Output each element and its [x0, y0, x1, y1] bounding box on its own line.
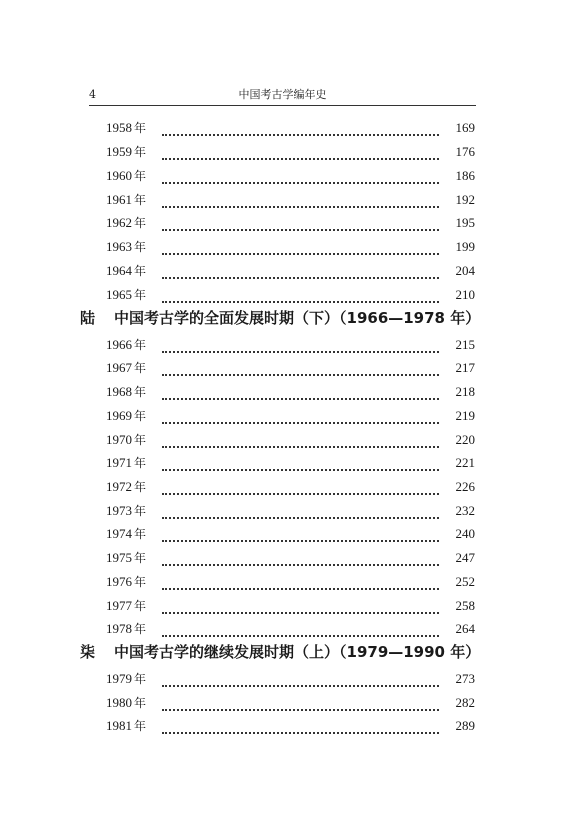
toc-entry-page: 169 — [455, 120, 475, 135]
toc-entry-page: 215 — [455, 337, 475, 352]
toc-entry-page: 176 — [455, 144, 475, 159]
toc-entry-page: 247 — [455, 550, 475, 565]
toc-entry-label: 1961 年 — [106, 192, 147, 207]
toc-entry-page: 204 — [455, 263, 475, 278]
toc-entry[interactable] — [106, 717, 475, 735]
toc-entry-page: 232 — [455, 503, 475, 518]
dot-leader — [162, 503, 439, 519]
toc-entry[interactable] — [106, 694, 475, 712]
toc-entry-page: 264 — [455, 621, 475, 636]
toc-entry[interactable] — [106, 525, 475, 543]
toc-entry[interactable] — [106, 214, 475, 232]
dot-leader — [162, 526, 439, 542]
dot-leader — [162, 360, 439, 376]
toc-entry-page: 199 — [455, 239, 475, 254]
toc-entry-label: 1978 年 — [106, 621, 147, 636]
toc-entry[interactable] — [106, 191, 475, 209]
dot-leader — [162, 144, 439, 160]
section-number: 陆 — [80, 309, 96, 327]
dot-leader — [162, 408, 439, 424]
toc-entry-label: 1975 年 — [106, 550, 147, 565]
dot-leader — [162, 287, 439, 303]
toc-entry-page: 226 — [455, 479, 475, 494]
toc-entry-label: 1962 年 — [106, 215, 147, 230]
dot-leader — [162, 192, 439, 208]
page-header — [89, 88, 476, 102]
toc-entry[interactable] — [106, 407, 475, 425]
section-heading-qi[interactable] — [80, 641, 480, 663]
toc-entry-page: 289 — [455, 718, 475, 733]
toc-entry-label: 1964 年 — [106, 263, 147, 278]
dot-leader — [162, 384, 439, 400]
toc-entry[interactable] — [106, 238, 475, 256]
dot-leader — [162, 671, 439, 687]
dot-leader — [162, 239, 439, 255]
toc-entry-label: 1974 年 — [106, 526, 147, 541]
toc-entry-page: 186 — [455, 168, 475, 183]
toc-entry-page: 240 — [455, 526, 475, 541]
toc-entry[interactable] — [106, 454, 475, 472]
toc-entry-page: 218 — [455, 384, 475, 399]
dot-leader — [162, 215, 439, 231]
toc-entry-page: 217 — [455, 360, 475, 375]
toc-entry-page: 220 — [455, 432, 475, 447]
toc-entry-page: 282 — [455, 695, 475, 710]
toc-entry-label: 1967 年 — [106, 360, 147, 375]
section-title: 中国考古学的继续发展时期（上）（1979—1990 年） — [114, 643, 481, 661]
section-heading-lu[interactable] — [80, 307, 480, 329]
dot-leader — [162, 574, 439, 590]
toc-entry-label: 1980 年 — [106, 695, 147, 710]
toc-entry[interactable] — [106, 119, 475, 137]
toc-entry[interactable] — [106, 336, 475, 354]
toc-entry-label: 1963 年 — [106, 239, 147, 254]
toc-entry[interactable] — [106, 597, 475, 615]
toc-entry-label: 1959 年 — [106, 144, 147, 159]
toc-entry[interactable] — [106, 262, 475, 280]
toc-entry-label: 1981 年 — [106, 718, 147, 733]
toc-entry-label: 1969 年 — [106, 408, 147, 423]
toc-entry-label: 1960 年 — [106, 168, 147, 183]
toc-entry[interactable] — [106, 383, 475, 401]
dot-leader — [162, 168, 439, 184]
section-title: 中国考古学的全面发展时期（下）（1966—1978 年） — [114, 309, 481, 327]
toc-entry-page: 252 — [455, 574, 475, 589]
dot-leader — [162, 337, 439, 353]
page-number: 4 — [89, 88, 96, 101]
dot-leader — [162, 718, 439, 734]
dot-leader — [162, 432, 439, 448]
toc-entry-label: 1977 年 — [106, 598, 147, 613]
toc-entry[interactable] — [106, 502, 475, 520]
dot-leader — [162, 621, 439, 637]
toc-entry-label: 1979 年 — [106, 671, 147, 686]
toc-entry[interactable] — [106, 167, 475, 185]
toc-entry-label: 1965 年 — [106, 287, 147, 302]
toc-entry[interactable] — [106, 431, 475, 449]
toc-entry-page: 221 — [455, 455, 475, 470]
toc-entry-page: 192 — [455, 192, 475, 207]
dot-leader — [162, 550, 439, 566]
header-rule — [89, 105, 476, 106]
toc-entry-page: 258 — [455, 598, 475, 613]
dot-leader — [162, 120, 439, 136]
section-number: 柒 — [80, 643, 96, 661]
toc-entry-page: 273 — [455, 671, 475, 686]
toc-entry[interactable] — [106, 549, 475, 567]
toc-entry[interactable] — [106, 620, 475, 638]
toc-entry-label: 1973 年 — [106, 503, 147, 518]
toc-entry[interactable] — [106, 670, 475, 688]
toc-entry[interactable] — [106, 359, 475, 377]
dot-leader — [162, 695, 439, 711]
toc-entry-label: 1971 年 — [106, 455, 147, 470]
toc-entry[interactable] — [106, 286, 475, 304]
running-title: 中国考古学编年史 — [238, 88, 327, 101]
dot-leader — [162, 263, 439, 279]
toc-entry[interactable] — [106, 143, 475, 161]
toc-entry-page: 210 — [455, 287, 475, 302]
toc-entry-label: 1966 年 — [106, 337, 147, 352]
dot-leader — [162, 479, 439, 495]
toc-entry[interactable] — [106, 478, 475, 496]
toc-entry-label: 1970 年 — [106, 432, 147, 447]
dot-leader — [162, 598, 439, 614]
toc-entry-label: 1972 年 — [106, 479, 147, 494]
dot-leader — [162, 455, 439, 471]
toc-entry-label: 1968 年 — [106, 384, 147, 399]
toc-entry-label: 1976 年 — [106, 574, 147, 589]
toc-entry-page: 219 — [455, 408, 475, 423]
toc-entry[interactable] — [106, 573, 475, 591]
toc-entry-page: 195 — [455, 215, 475, 230]
toc-entry-label: 1958 年 — [106, 120, 147, 135]
